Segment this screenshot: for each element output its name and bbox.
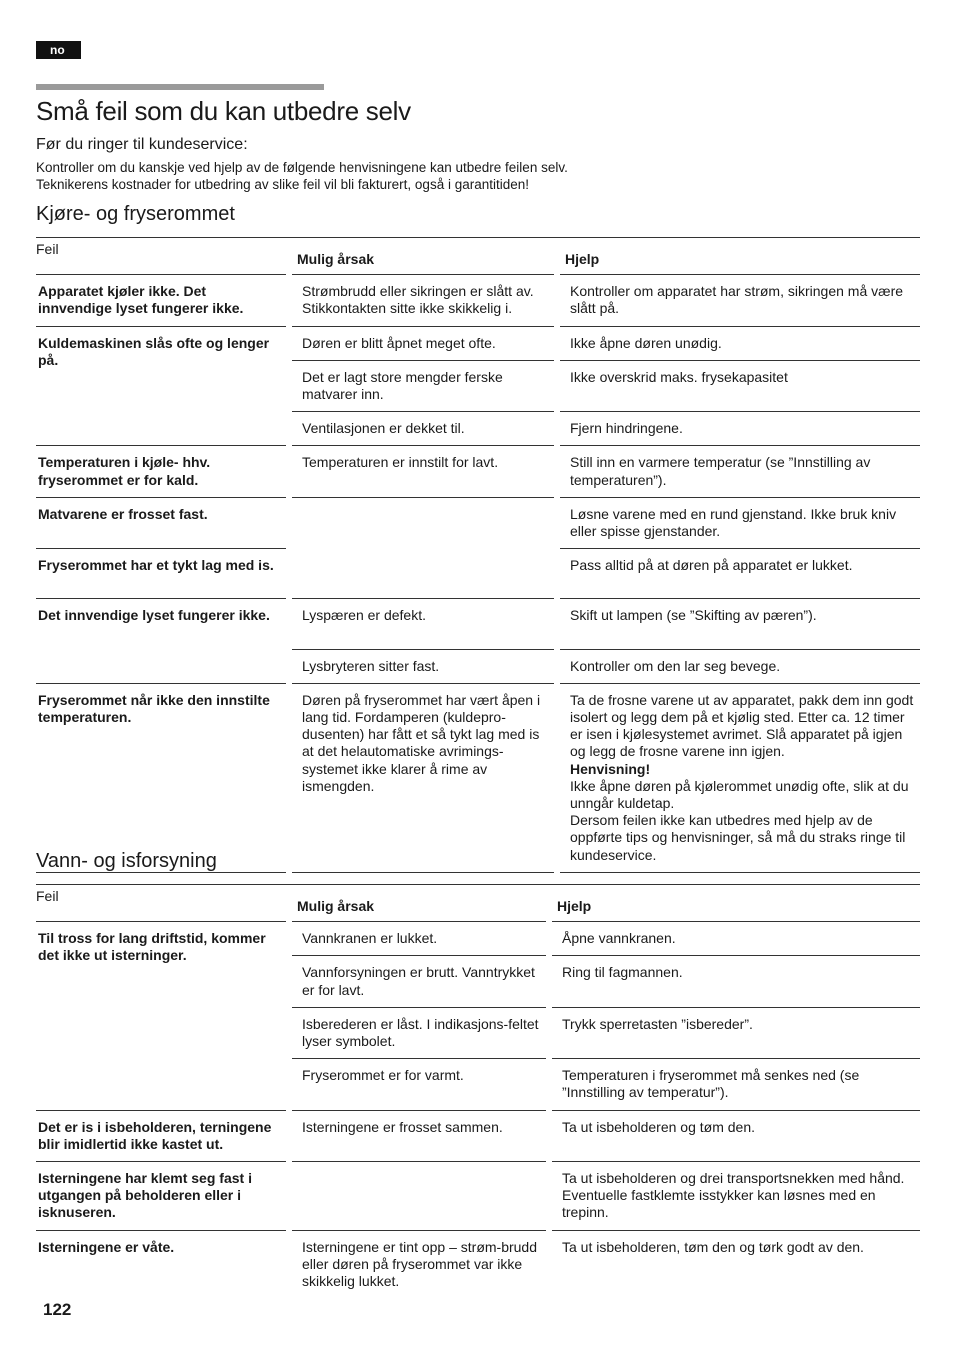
table-row [36, 446, 920, 497]
cell-hjelp: Still inn en varmere temperatur (se ”Innstilling av temperaturen”). [557, 446, 920, 497]
cell-arsak: Vannforsyningen er brutt. Vanntrykket er for lavt. [289, 956, 549, 1007]
cell-feil: Temperaturen i kjøle- hhv. fryserommet er for kald. [36, 446, 289, 497]
cell-hjelp: Pass alltid på at døren på apparatet er lukket. [557, 549, 920, 599]
cell-hjelp: Ikke overskrid maks. frysekapasitet [557, 360, 920, 411]
table-row [36, 599, 920, 649]
table-row [36, 683, 920, 872]
header-feil: Feil [36, 885, 289, 922]
cell-hjelp: Kontroller om den lar seg bevege. [557, 649, 920, 683]
cell-hjelp: Temperaturen i fryserommet må senkes ned (se ”Innstilling av temperatur”). [549, 1059, 920, 1110]
table-row [36, 922, 920, 956]
cell-arsak: Lysbryteren sitter fast. [289, 649, 557, 683]
cell-arsak: Vannkranen er lukket. [289, 922, 549, 956]
cell-hjelp: Ta ut isbeholderen, tøm den og tørk godt av den. [549, 1230, 920, 1298]
page-number: 122 [43, 1300, 72, 1319]
intro-text [36, 159, 568, 193]
title-rule [36, 84, 324, 90]
cell-feil: Isterningene har klemt seg fast i utgangen på beholderen eller i isknuseren. [36, 1162, 289, 1231]
header-mulig-arsak: Mulig årsak [289, 885, 549, 922]
cell-arsak: Det er lagt store mengder ferske matvarer inn. [289, 360, 557, 411]
cell-arsak: Isterningene er frosset sammen. [289, 1110, 549, 1161]
cell-arsak [289, 1162, 549, 1231]
cell-hjelp: Ikke åpne døren unødig. [557, 326, 920, 360]
note-label: Henvisning! [570, 760, 651, 777]
table-fridge-freezer [36, 237, 920, 873]
cell-feil: Apparatet kjøler ikke. Det innvendige lyset fungerer ikke. [36, 275, 289, 326]
header-hjelp: Hjelp [549, 885, 920, 922]
hjelp-extra: Dersom feilen ikke kan utbedres med hjelp av de oppførte tips og henvisninger, så må du straks ringe til kundeservice. [570, 812, 906, 863]
header-mulig-arsak: Mulig årsak [289, 238, 557, 275]
cell-arsak [289, 497, 557, 599]
cell-feil: Fryserommet når ikke den innstilte temperaturen. [36, 683, 289, 872]
intro-line: Kontroller om du kanskje ved hjelp av de følgende henvisningene kan utbedre feilen selv. [36, 160, 568, 175]
section-heading-fridge: Kjøre- og fryserommet [36, 203, 235, 225]
cell-hjelp: Ta ut isbeholderen og drei transportsnekken med hånd. Eventuelle fastklemte isstykker kan løsnes med en trepinn. [549, 1162, 920, 1231]
table-row [36, 497, 920, 548]
cell-arsak: Isterningene er tint opp – strøm-brudd eller døren på fryserommet var ikke skikkelig lukket. [289, 1230, 549, 1298]
table-row [36, 1110, 920, 1161]
table-header-row [36, 885, 920, 922]
cell-feil: Det innvendige lyset fungerer ikke. [36, 599, 289, 683]
cell-arsak: Strømbrudd eller sikringen er slått av. Stikkontakten sitte ikke skikkelig i. [289, 275, 557, 326]
cell-hjelp: Åpne vannkranen. [549, 922, 920, 956]
cell-arsak: Lyspæren er defekt. [289, 599, 557, 649]
intro-line: Teknikerens kostnader for utbedring av slike feil vil bli fakturert, også i garantitiden! [36, 177, 530, 192]
header-feil: Feil [36, 238, 289, 275]
cell-arsak: Temperaturen er innstilt for lavt. [289, 446, 557, 497]
table-row [36, 275, 920, 326]
cell-arsak: Døren på fryserommet har vært åpen i lang tid. Fordamperen (kuldepro-dusenten) har fått et så tykt lag med is at det helautomatiske avrimings-systemet ikke klarer å rime av ismengden. [289, 683, 557, 872]
cell-hjelp: Løsne varene med en rund gjenstand. Ikke bruk kniv eller spisse gjenstander. [557, 497, 920, 548]
cell-feil: Til tross for lang driftstid, kommer det ikke ut isterninger. [36, 922, 289, 1110]
cell-feil: Det er is i isbeholderen, terningene blir imidlertid ikke kastet ut. [36, 1110, 289, 1161]
table-row [36, 1230, 920, 1298]
subheading: Før du ringer til kundeservice: [36, 136, 248, 153]
cell-feil: Matvarene er frosset fast. [36, 497, 289, 548]
page-title: Små feil som du kan utbedre selv [36, 96, 411, 126]
cell-hjelp: Skift ut lampen (se ”Skifting av pæren”). [557, 599, 920, 649]
table-row [36, 326, 920, 360]
cell-hjelp [557, 683, 920, 872]
section-heading-water-ice: Vann- og isforsyning [36, 850, 217, 872]
language-tab: no [36, 41, 81, 59]
cell-feil: Fryserommet har et tykt lag med is. [36, 549, 289, 599]
cell-feil: Kuldemaskinen slås ofte og lenger på. [36, 326, 289, 446]
cell-hjelp: Ring til fagmannen. [549, 956, 920, 1007]
cell-hjelp: Kontroller om apparatet har strøm, sikringen må være slått på. [557, 275, 920, 326]
table-water-ice [36, 884, 920, 1298]
header-hjelp: Hjelp [557, 238, 920, 275]
table-header-row [36, 238, 920, 275]
cell-arsak: Døren er blitt åpnet meget ofte. [289, 326, 557, 360]
cell-feil: Isterningene er våte. [36, 1230, 289, 1298]
cell-arsak: Fryserommet er for varmt. [289, 1059, 549, 1110]
cell-hjelp: Ta ut isbeholderen og tøm den. [549, 1110, 920, 1161]
cell-hjelp: Fjern hindringene. [557, 412, 920, 446]
note-text: Ikke åpne døren på kjølerommet unødig ofte, slik at du unngår kuldetap. [570, 777, 909, 812]
cell-hjelp: Trykk sperretasten ”isbereder”. [549, 1007, 920, 1058]
table-row [36, 1162, 920, 1231]
hjelp-text: Ta de frosne varene ut av apparatet, pakk dem inn godt isolert og legg dem på et kjølig sted. Etter ca. 12 timer er isen i kjølesystemet avrimet. Slå apparatet på igjen og legg de frosne varene inn igjen. [570, 691, 914, 760]
cell-arsak: Ventilasjonen er dekket til. [289, 412, 557, 446]
cell-arsak: Isberederen er låst. I indikasjons-feltet lyser symbolet. [289, 1007, 549, 1058]
